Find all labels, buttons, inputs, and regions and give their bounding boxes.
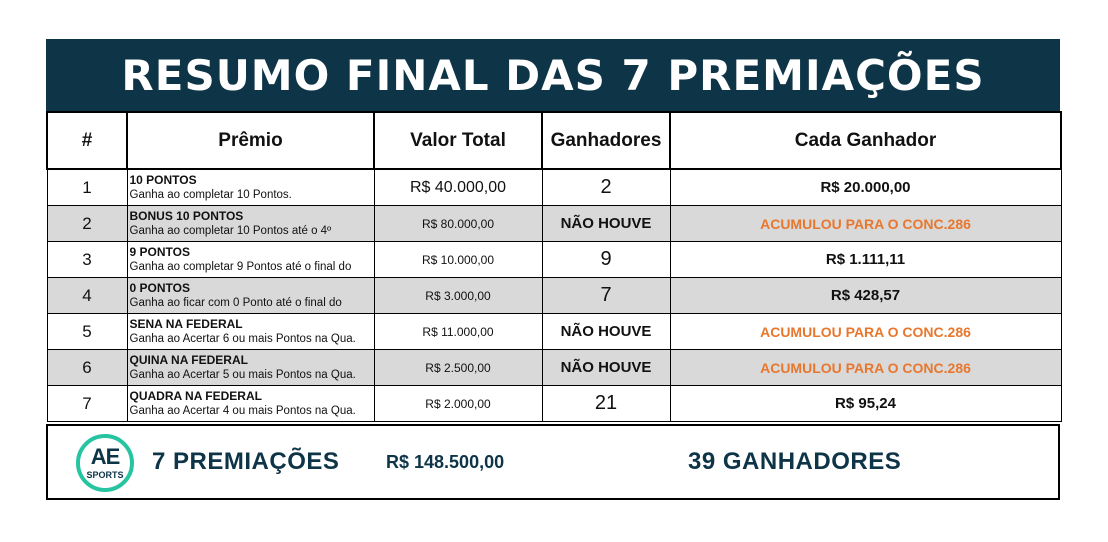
prize-value: R$ 2.000,00 <box>374 386 542 422</box>
row-number: 1 <box>47 169 127 206</box>
prize-cell <box>127 169 374 206</box>
amount-per-winner: ACUMULOU PARA O CONC.286 <box>670 350 1061 386</box>
prize-value: R$ 2.500,00 <box>374 350 542 386</box>
prize-cell <box>127 278 374 314</box>
table-row <box>47 206 1061 242</box>
prize-name: 0 PONTOS <box>129 280 190 295</box>
amount-per-winner: R$ 428,57 <box>670 278 1061 314</box>
row-number: 3 <box>47 242 127 278</box>
amount-per-winner: ACUMULOU PARA O CONC.286 <box>670 314 1061 350</box>
summary-footer <box>46 424 1060 500</box>
prize-name: QUINA NA FEDERAL <box>129 352 248 367</box>
prize-name: SENA NA FEDERAL <box>129 316 243 331</box>
ae-sports-logo <box>76 434 134 492</box>
prize-table <box>46 111 1062 422</box>
total-value: R$ 148.500,00 <box>386 452 505 472</box>
table-row <box>47 278 1061 314</box>
table-row <box>47 386 1061 422</box>
amount-per-winner: R$ 1.111,11 <box>670 242 1061 278</box>
row-number: 4 <box>47 278 127 314</box>
winner-count: 7 <box>542 278 670 314</box>
winner-count: NÃO HOUVE <box>542 350 670 386</box>
col-header-ganhadores: Ganhadores <box>542 112 670 169</box>
prize-description: Ganha ao Acertar 6 ou mais Pontos na Qua. <box>129 332 356 345</box>
table-row <box>47 242 1061 278</box>
col-header-cada-ganhador: Cada Ganhador <box>670 112 1061 169</box>
amount-per-winner: ACUMULOU PARA O CONC.286 <box>670 206 1061 242</box>
prize-value: R$ 3.000,00 <box>374 278 542 314</box>
winner-count: NÃO HOUVE <box>542 314 670 350</box>
winner-count: 9 <box>542 242 670 278</box>
prize-value: R$ 40.000,00 <box>374 169 542 206</box>
prize-cell <box>127 350 374 386</box>
row-number: 2 <box>47 206 127 242</box>
prize-description: Ganha ao Acertar 5 ou mais Pontos na Qua. <box>129 368 356 381</box>
table-row <box>47 314 1061 350</box>
prize-cell <box>127 314 374 350</box>
prize-cell <box>127 206 374 242</box>
winner-count: NÃO HOUVE <box>542 206 670 242</box>
page-title: RESUMO FINAL DAS 7 PREMIAÇÕES <box>121 50 985 100</box>
total-winners: 39 GANHADORES <box>688 448 902 475</box>
prize-name: QUADRA NA FEDERAL <box>129 388 262 403</box>
prize-value: R$ 80.000,00 <box>374 206 542 242</box>
prize-description: Ganha ao completar 10 Pontos até o 4º <box>129 224 332 237</box>
winner-count: 21 <box>542 386 670 422</box>
winner-count: 2 <box>542 169 670 206</box>
prize-name: 10 PONTOS <box>129 172 197 187</box>
prize-name: 9 PONTOS <box>129 244 190 259</box>
prize-value: R$ 10.000,00 <box>374 242 542 278</box>
prize-description: Ganha ao completar 10 Pontos. <box>129 188 292 201</box>
prize-description: Ganha ao ficar com 0 Ponto até o final do <box>129 296 342 309</box>
table-row <box>47 169 1061 206</box>
amount-per-winner: R$ 95,24 <box>670 386 1061 422</box>
col-header-premio: Prêmio <box>127 112 374 169</box>
row-number: 6 <box>47 350 127 386</box>
prize-cell <box>127 386 374 422</box>
row-number: 7 <box>47 386 127 422</box>
table-header-row <box>47 112 1061 169</box>
col-header-number: # <box>47 112 127 169</box>
prize-description: Ganha ao completar 9 Pontos até o final do <box>129 260 352 273</box>
col-header-valor-total: Valor Total <box>374 112 542 169</box>
table-row <box>47 350 1061 386</box>
amount-per-winner: R$ 20.000,00 <box>670 169 1061 206</box>
logo-mark: AE <box>90 444 120 469</box>
logo-subtitle: SPORTS <box>86 470 124 480</box>
row-number: 5 <box>47 314 127 350</box>
prize-name: BONUS 10 PONTOS <box>129 208 244 223</box>
title-banner <box>46 39 1060 111</box>
total-prizes: 7 PREMIAÇÕES <box>152 448 340 475</box>
prize-cell <box>127 242 374 278</box>
prize-description: Ganha ao Acertar 4 ou mais Pontos na Qua. <box>129 404 356 417</box>
prize-value: R$ 11.000,00 <box>374 314 542 350</box>
